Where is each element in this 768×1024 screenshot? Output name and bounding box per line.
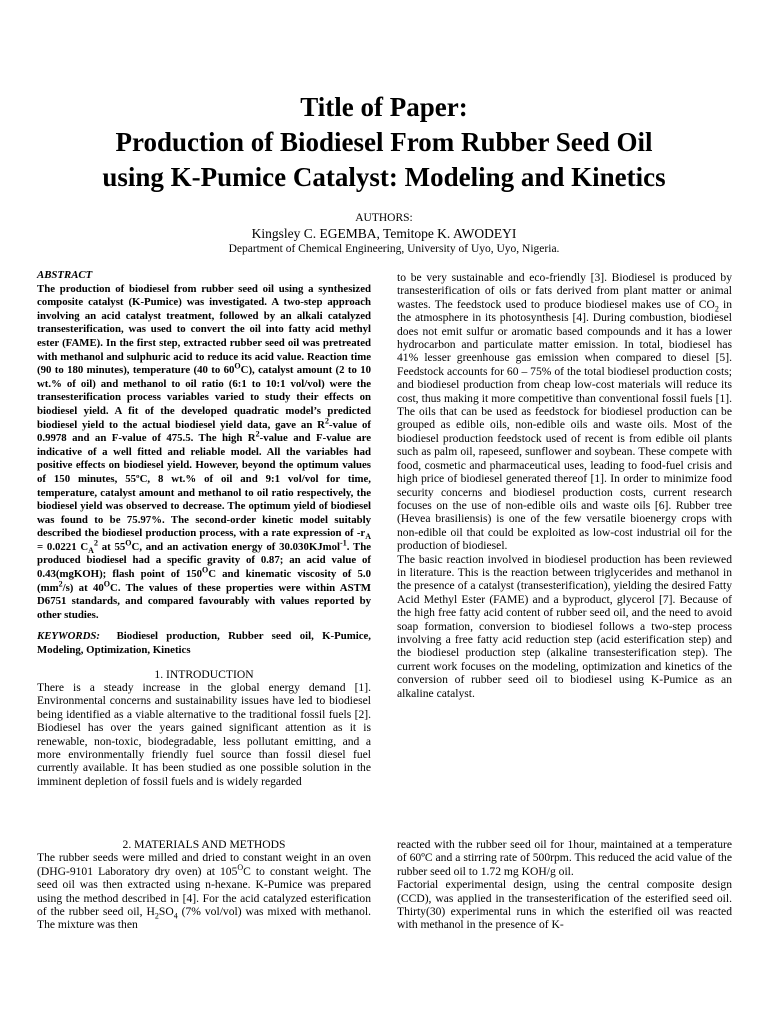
title-line-3: using K-Pumice Catalyst: Modeling and Kinetics	[102, 162, 666, 192]
introduction-text-right-2: The basic reaction involved in biodiesel production has been reviewed in literature. This is the reaction between triglycerides and methanol in the presence of a catalyst (transesterification), yielding the desired Fatty Acid Methyl Ester (FAME) and a byproduct, glycerol [7]. Because of the high free fatty acid content of rubber seed oil, and the need to avoid soap formation, conversion to biodiesel follows a two-step process involving a free fatty acid reduction step (acid esterification step) and the biodiesel production step (alkaline transesterification step). The current work focuses on the modeling, optimization and kinetics of the conversion of rubber seed oil to biodiesel using K-Pumice as an alkaline catalyst.	[397, 552, 732, 700]
right-column-top	[397, 271, 732, 700]
title-line-2: Production of Biodiesel From Rubber Seed Oil	[115, 127, 653, 157]
introduction-text-left: There is a steady increase in the global energy demand [1]. Environmental concerns and sustainability issues have led to biodiesel being identified as a viable alternative to the traditional fossil fuels [2]. Biodiesel has over the years gained significant attention as it is renewable, non-toxic, biodegradable, less pollutant emitting, and a more environmentally friendly fuel source than fossil diesel fuel currently available. It has been studied as one possible solution in the imminent depletion of fossil fuels and is widely regarded	[37, 681, 371, 788]
abstract-heading: ABSTRACT	[37, 269, 93, 281]
introduction-heading: 1. INTRODUCTION	[154, 667, 254, 681]
authors-heading: AUTHORS:	[355, 212, 413, 224]
methods-heading: 2. MATERIALS AND METHODS	[122, 838, 286, 851]
methods-text-right-2: Factorial experimental design, using the central composite design (CCD), was applied in the transesterification of the esterified seed oil. Thirty(30) experimental runs in which the esterified oil was reacted with methanol in the presence of K-	[397, 878, 732, 932]
methods-text-right-1: reacted with the rubber seed oil for 1hour, maintained at a temperature of 60ºC and a stirring rate of 500rpm. This reduced the acid value of the rubber seed oil to 1.72 mg KOH/g oil.	[397, 838, 732, 878]
introduction-text-right-1: to be very sustainable and eco-friendly [3]. Biodiesel is produced by transesterification of oils or fats derived from plant matter or animal wastes. The feedstock used to produce biodiesel makes use of $CO_2$ in the atmosphere in its photosynthesis [4]. During combustion, biodiesel does not emit sulfur or aromatic based compounds and it has a lower hydrocarbon and particulate matter emission. In total, biodiesel has 41% lesser greenhouse gas emission when compared to diesel [5]. Feedstock accounts for 60 – 75% of the total biodiesel production costs; and biodiesel production from cheap low-cost materials will reduce its cost, thus making it more competitive than conventional fossil fuels [1]. The oils that can be used as feedstock for biodiesel production can be grouped as edible oils, non-edible oils and waste oils. Most of the biodiesel production feedstock used of recent is from edible oil plants such as palm oil, rapeseed, sunflower and soybean. These compete with food, cosmetic and pharmaceutical uses, leading to food-fuel crisis and high price of biodiesel generated thereof [1]. In order to minimize food security concerns and biodiesel production costs, current research focuses on the use of non-edible oils and waste oils [6]. Rubber tree (Hevea brasiliensis) is one of the few versatile bioenergy crops with non-edible oil that could be exploited as low-cost industrial oil for the production of biodiesel.	[397, 271, 732, 553]
paper-title	[0, 90, 768, 195]
affiliation: Department of Chemical Engineering, University of Uyo, Uyo, Nigeria.	[228, 243, 560, 255]
abstract: ABSTRACT The production of biodiesel from rubber seed oil using a synthesized composite catalyst (K-Pumice) was investigated. A two-step approach involving an acid catalyst treatment, followed by an alkali catalyzed transesterification, was used to convert the oil into fatty acid methyl ester (FAME). In the first step, extracted rubber seed oil was pretreated with methanol and sulphuric acid to reduce its acid value. Reaction time (90 to 180 minutes), temperature (40 to $60^OC$), catalyst amount (2 to 10 wt.% of oil) and methanol to oil ratio (6:1 to 10:1 vol/vol) were the transesterification process variables varied to study their effects on biodiesel yield. A fit of the developed quadratic model’s predicted biodiesel yield to the actual biodiesel yield data, gave an $R^2$-value of 0.9978 and an F-value of 475.5. The high $R^2$-value and F-value are indicative of a well fitted and reliable model. All the variables had positive effects on biodiesel yield. However, beyond the optimum values of 150 minutes, 55ºC, 8 wt.% of oil and 9:1 vol/vol for time, temperature, catalyst amount and methanol to oil ratio respectively, the biodiesel yield was observed to decrease. The optimum yield of biodiesel was found to be 75.97%. The second-order kinetic model suitably described the biodiesel production process, with a rate expression of $-r_A = 0.0221$ $C_A^2$ at $55^OC$, and an activation energy of 30.030KJmol$^{-1}$. The produced biodiesel had a specific gravity of 0.87; an acid value of 0.43(mgKOH); flash point of $150^OC$ and kinematic viscosity of 5.0 $(mm^2/s)$ at $40^OC$. The values of these properties were within ASTM D6751 standards, and compared favourably with values reported by other studies.	[37, 269, 371, 621]
left-column-top	[37, 269, 371, 788]
author-names: Kingsley C. EGEMBA, Temitope K. AWODEYI	[251, 226, 517, 241]
methods-text-left: The rubber seeds were milled and dried to constant weight in an oven (DHG-9101 Laboratory dry oven) at $105^OC$ to constant weight. The seed oil was then extracted using n-hexane. K-Pumice was prepared using the method described in [4]. For the acid catalyzed esterification of the rubber seed oil, $H_2SO_4$ (7% vol/vol) was mixed with methanol. The mixture was then	[37, 851, 371, 932]
keywords-label: KEYWORDS:	[37, 630, 100, 643]
right-column-bottom	[397, 838, 732, 932]
keywords-text: Biodiesel production, Rubber seed oil, K-Pumice, Modeling, Optimization, Kinetics	[37, 630, 371, 657]
title-line-1: Title of Paper:	[300, 92, 468, 122]
keywords	[37, 630, 371, 657]
left-column-bottom	[37, 838, 371, 932]
